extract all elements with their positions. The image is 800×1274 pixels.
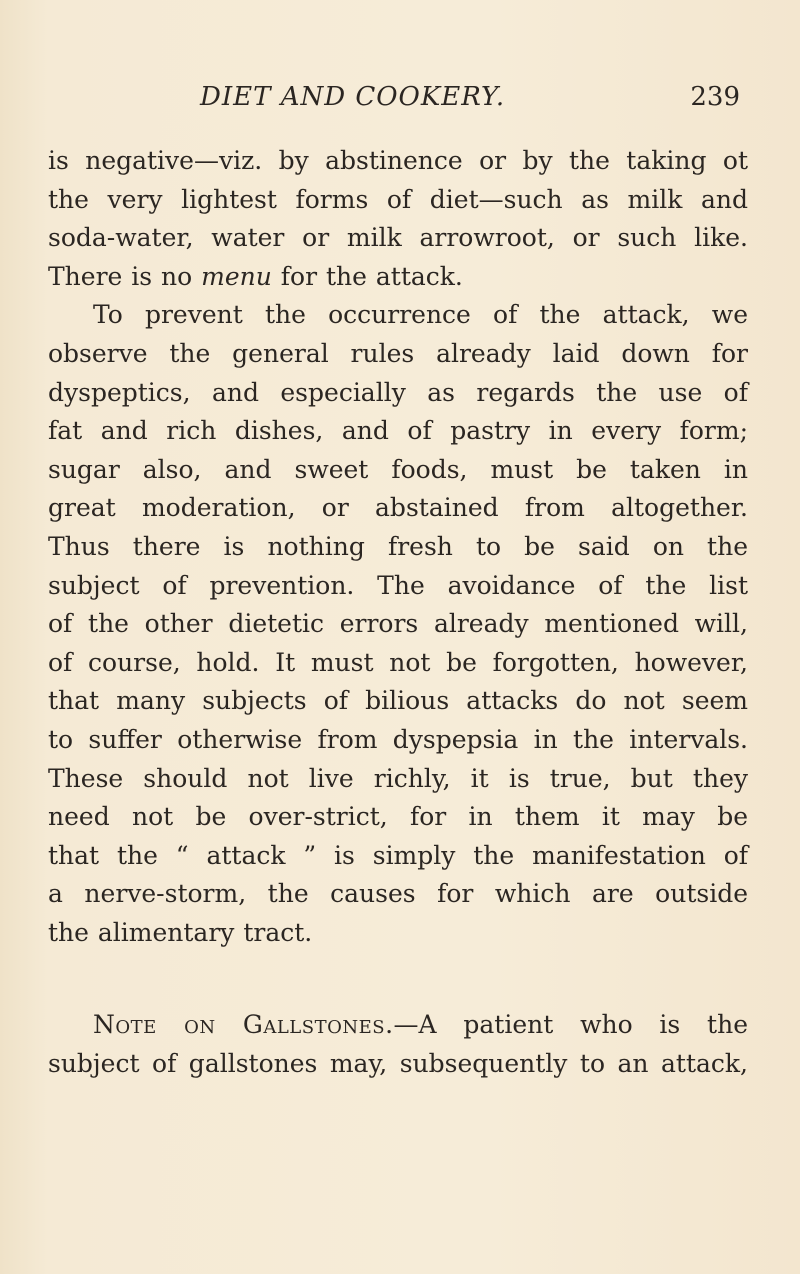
text-line: Thus there is nothing fresh to be said on the [48, 531, 748, 561]
text-line: the very lightest forms of diet—such as milk and [48, 184, 748, 214]
text-line: subject of gallstones may, subsequently to an attack, [48, 1049, 748, 1079]
text-line: a nerve-storm, the causes for which are outside [48, 879, 748, 909]
page-number: 239 [690, 82, 740, 112]
text-line: great moderation, or abstained from altogether. [48, 493, 748, 523]
text-line: is negative—viz. by abstinence or by the taking ot [48, 146, 748, 175]
text-line [48, 258, 748, 297]
text-line: need not be over-strict, for in them it may be [48, 802, 748, 832]
text-fragment: for the attack. [271, 261, 463, 291]
text-line: to suffer otherwise from dyspepsia in the intervals. [48, 724, 748, 754]
text-line: soda-water, water or milk arrowroot, or such like. [48, 223, 748, 253]
paragraph-gap [48, 952, 748, 1006]
body-text [48, 142, 748, 1084]
section-heading: Note on Gallstones. [93, 1010, 394, 1040]
text-fragment: —A patient who is the [393, 1010, 748, 1040]
running-head [200, 82, 740, 122]
text-line: observe the general rules already laid down for [48, 338, 748, 368]
text-line [48, 1006, 748, 1045]
italic-term: menu [201, 261, 272, 291]
text-line: dyspeptics, and especially as regards the use of [48, 377, 748, 407]
text-line: that the “ attack ” is simply the manifestation of [48, 840, 748, 870]
text-line: fat and rich dishes, and of pastry in every form; [48, 416, 748, 446]
text-line: To prevent the occurrence of the attack, we [93, 300, 748, 330]
text-line: of the other dietetic errors already mentioned will, [48, 609, 748, 639]
text-line: the alimentary tract. [48, 917, 313, 947]
text-line: These should not live richly, it is true, but they [48, 763, 748, 793]
text-line: subject of prevention. The avoidance of the list [48, 570, 748, 600]
text-line: that many subjects of bilious attacks do not seem [48, 686, 748, 716]
text-line: of course, hold. It must not be forgotten, however, [48, 647, 748, 677]
text-line: sugar also, and sweet foods, must be taken in [48, 454, 748, 484]
text-fragment: There is no [48, 261, 202, 291]
running-title: DIET AND COOKERY. [200, 82, 506, 112]
